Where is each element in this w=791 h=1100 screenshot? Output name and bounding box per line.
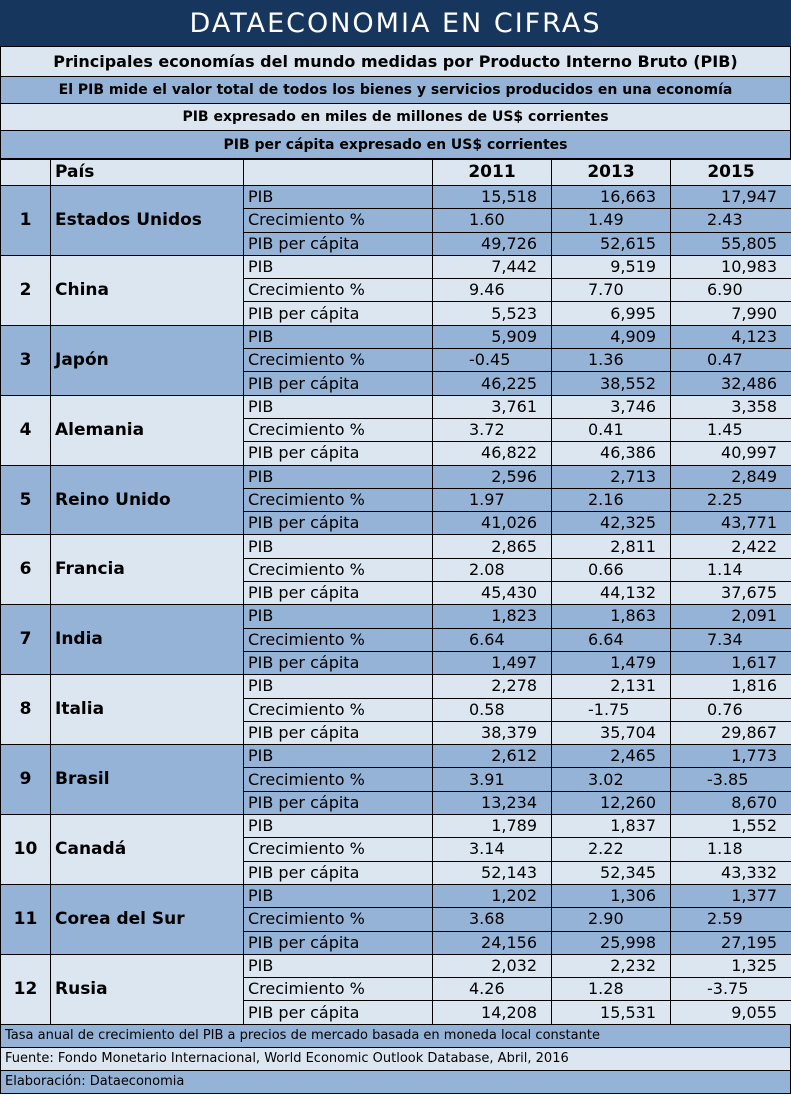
metric-label: PIB per cápita xyxy=(244,372,433,395)
value-cell: 46,225 xyxy=(433,372,552,395)
country-group xyxy=(1,815,791,885)
metric-label: PIB xyxy=(244,255,433,278)
header-year: 2013 xyxy=(552,160,671,186)
value-cell: 4.26 xyxy=(433,978,552,1001)
value-cell: 4,909 xyxy=(552,325,671,348)
value-cell: 0.58 xyxy=(433,698,552,721)
value-cell: 2,811 xyxy=(552,535,671,558)
value-cell: 1,202 xyxy=(433,884,552,907)
value-cell: 1,497 xyxy=(433,651,552,674)
metric-label: Crecimiento % xyxy=(244,628,433,651)
value-cell: 24,156 xyxy=(433,931,552,954)
value-cell: 2.43 xyxy=(671,209,791,232)
table-row xyxy=(1,745,791,768)
metric-label: PIB per cápita xyxy=(244,721,433,744)
table-row xyxy=(1,535,791,558)
value-cell: 40,997 xyxy=(671,442,791,465)
metric-label: PIB per cápita xyxy=(244,442,433,465)
metric-label: Crecimiento % xyxy=(244,349,433,372)
table-row xyxy=(1,884,791,907)
rank-cell: 5 xyxy=(1,465,51,535)
value-cell: 2.90 xyxy=(552,908,671,931)
metric-label: Crecimiento % xyxy=(244,908,433,931)
value-cell: 1,479 xyxy=(552,651,671,674)
value-cell: 3.91 xyxy=(433,768,552,791)
value-cell: 0.47 xyxy=(671,349,791,372)
value-cell: 3.72 xyxy=(433,418,552,441)
value-cell: 7.34 xyxy=(671,628,791,651)
value-cell: 38,552 xyxy=(552,372,671,395)
metric-label: PIB per cápita xyxy=(244,582,433,605)
table-row xyxy=(1,325,791,348)
rank-cell: 8 xyxy=(1,675,51,745)
units-note-gdp: PIB expresado en miles de millones de US$ corrientes xyxy=(0,104,791,131)
value-cell: 38,379 xyxy=(433,721,552,744)
value-cell: 2,865 xyxy=(433,535,552,558)
value-cell: 1,816 xyxy=(671,675,791,698)
value-cell: 44,132 xyxy=(552,582,671,605)
country-name: Japón xyxy=(51,325,244,395)
value-cell: 5,909 xyxy=(433,325,552,348)
value-cell: 6.64 xyxy=(433,628,552,651)
metric-label: PIB per cápita xyxy=(244,232,433,255)
value-cell: -3.75 xyxy=(671,978,791,1001)
metric-label: PIB xyxy=(244,884,433,907)
value-cell: 1,306 xyxy=(552,884,671,907)
value-cell: 2,232 xyxy=(552,954,671,977)
value-cell: 1.45 xyxy=(671,418,791,441)
table-row xyxy=(1,815,791,838)
credit-note: Elaboración: Dataeconomia xyxy=(0,1071,791,1094)
metric-label: PIB per cápita xyxy=(244,651,433,674)
value-cell: 1.36 xyxy=(552,349,671,372)
country-group xyxy=(1,186,791,256)
rank-cell: 4 xyxy=(1,395,51,465)
rank-cell: 10 xyxy=(1,815,51,885)
metric-label: PIB xyxy=(244,325,433,348)
subtitle: Principales economías del mundo medidas por Producto Interno Bruto (PIB) xyxy=(0,47,791,77)
metric-label: Crecimiento % xyxy=(244,698,433,721)
value-cell: -3.85 xyxy=(671,768,791,791)
value-cell: 2.22 xyxy=(552,838,671,861)
units-note-percapita: PIB per cápita expresado en US$ corrientes xyxy=(0,131,791,159)
metric-label: PIB xyxy=(244,395,433,418)
value-cell: 1,325 xyxy=(671,954,791,977)
value-cell: 46,822 xyxy=(433,442,552,465)
metric-label: PIB xyxy=(244,186,433,209)
metric-label: Crecimiento % xyxy=(244,488,433,511)
metric-label: Crecimiento % xyxy=(244,978,433,1001)
country-name: China xyxy=(51,255,244,325)
metric-label: Crecimiento % xyxy=(244,558,433,581)
rank-cell: 12 xyxy=(1,954,51,1024)
country-group xyxy=(1,395,791,465)
value-cell: 2.59 xyxy=(671,908,791,931)
metric-label: PIB per cápita xyxy=(244,861,433,884)
table-row xyxy=(1,465,791,488)
value-cell: 3,746 xyxy=(552,395,671,418)
value-cell: 2,131 xyxy=(552,675,671,698)
value-cell: 1,823 xyxy=(433,605,552,628)
country-group xyxy=(1,465,791,535)
country-name: Alemania xyxy=(51,395,244,465)
value-cell: 42,325 xyxy=(552,512,671,535)
value-cell: 13,234 xyxy=(433,791,552,814)
metric-label: PIB xyxy=(244,815,433,838)
header-year: 2011 xyxy=(433,160,552,186)
country-name: Estados Unidos xyxy=(51,186,244,256)
value-cell: 2.16 xyxy=(552,488,671,511)
value-cell: 2,713 xyxy=(552,465,671,488)
value-cell: 15,518 xyxy=(433,186,552,209)
value-cell: 4,123 xyxy=(671,325,791,348)
value-cell: 2.25 xyxy=(671,488,791,511)
value-cell: 52,143 xyxy=(433,861,552,884)
rank-cell: 2 xyxy=(1,255,51,325)
rank-cell: 3 xyxy=(1,325,51,395)
country-name: Corea del Sur xyxy=(51,884,244,954)
value-cell: 2,032 xyxy=(433,954,552,977)
table-row xyxy=(1,255,791,278)
table-row xyxy=(1,186,791,209)
value-cell: 1,552 xyxy=(671,815,791,838)
value-cell: 3.68 xyxy=(433,908,552,931)
value-cell: 1.49 xyxy=(552,209,671,232)
header-country: País xyxy=(51,160,244,186)
value-cell: 2.08 xyxy=(433,558,552,581)
value-cell: 1,789 xyxy=(433,815,552,838)
metric-label: Crecimiento % xyxy=(244,768,433,791)
value-cell: 2,596 xyxy=(433,465,552,488)
value-cell: 2,422 xyxy=(671,535,791,558)
value-cell: 15,531 xyxy=(552,1001,671,1024)
country-group xyxy=(1,255,791,325)
metric-label: PIB xyxy=(244,465,433,488)
country-name: Brasil xyxy=(51,745,244,815)
country-group xyxy=(1,675,791,745)
country-name: Francia xyxy=(51,535,244,605)
value-cell: 1.97 xyxy=(433,488,552,511)
value-cell: 9.46 xyxy=(433,279,552,302)
table-header-row xyxy=(1,160,791,186)
rank-cell: 11 xyxy=(1,884,51,954)
value-cell: 49,726 xyxy=(433,232,552,255)
value-cell: 35,704 xyxy=(552,721,671,744)
metric-label: PIB per cápita xyxy=(244,302,433,325)
value-cell: 7,990 xyxy=(671,302,791,325)
table-row xyxy=(1,395,791,418)
metric-label: PIB xyxy=(244,605,433,628)
value-cell: 32,486 xyxy=(671,372,791,395)
gdp-table xyxy=(0,159,791,1025)
value-cell: 1,773 xyxy=(671,745,791,768)
country-group xyxy=(1,325,791,395)
value-cell: 43,771 xyxy=(671,512,791,535)
value-cell: 3.02 xyxy=(552,768,671,791)
metric-label: PIB xyxy=(244,745,433,768)
value-cell: 1,377 xyxy=(671,884,791,907)
page-title: DATAECONOMIA EN CIFRAS xyxy=(0,0,791,47)
value-cell: 9,055 xyxy=(671,1001,791,1024)
value-cell: 2,849 xyxy=(671,465,791,488)
country-name: Rusia xyxy=(51,954,244,1024)
country-group xyxy=(1,745,791,815)
value-cell: 3,761 xyxy=(433,395,552,418)
value-cell: 7,442 xyxy=(433,255,552,278)
metric-label: Crecimiento % xyxy=(244,209,433,232)
value-cell: 2,091 xyxy=(671,605,791,628)
metric-label: Crecimiento % xyxy=(244,279,433,302)
value-cell: 6,995 xyxy=(552,302,671,325)
value-cell: 41,026 xyxy=(433,512,552,535)
value-cell: 2,612 xyxy=(433,745,552,768)
value-cell: 7.70 xyxy=(552,279,671,302)
value-cell: 29,867 xyxy=(671,721,791,744)
value-cell: 12,260 xyxy=(552,791,671,814)
source-note: Fuente: Fondo Monetario Internacional, World Economic Outlook Database, Abril, 2016 xyxy=(0,1048,791,1071)
rank-cell: 1 xyxy=(1,186,51,256)
country-name: Canadá xyxy=(51,815,244,885)
value-cell: -1.75 xyxy=(552,698,671,721)
value-cell: 1.28 xyxy=(552,978,671,1001)
value-cell: 16,663 xyxy=(552,186,671,209)
value-cell: 3.14 xyxy=(433,838,552,861)
definition-note: El PIB mide el valor total de todos los bienes y servicios producidos en una economía xyxy=(0,77,791,104)
value-cell: 45,430 xyxy=(433,582,552,605)
value-cell: 55,805 xyxy=(671,232,791,255)
growth-footnote: Tasa anual de crecimiento del PIB a precios de mercado basada en moneda local constante xyxy=(0,1025,791,1048)
value-cell: 8,670 xyxy=(671,791,791,814)
metric-label: PIB xyxy=(244,535,433,558)
value-cell: 1.18 xyxy=(671,838,791,861)
metric-label: PIB per cápita xyxy=(244,1001,433,1024)
value-cell: 3,358 xyxy=(671,395,791,418)
metric-label: Crecimiento % xyxy=(244,838,433,861)
value-cell: 52,345 xyxy=(552,861,671,884)
value-cell: 6.90 xyxy=(671,279,791,302)
value-cell: 52,615 xyxy=(552,232,671,255)
rank-cell: 9 xyxy=(1,745,51,815)
rank-cell: 7 xyxy=(1,605,51,675)
header-rank xyxy=(1,160,51,186)
value-cell: 46,386 xyxy=(552,442,671,465)
value-cell: 37,675 xyxy=(671,582,791,605)
country-group xyxy=(1,884,791,954)
country-group xyxy=(1,954,791,1024)
header-metric xyxy=(244,160,433,186)
metric-label: Crecimiento % xyxy=(244,418,433,441)
metric-label: PIB per cápita xyxy=(244,791,433,814)
metric-label: PIB xyxy=(244,954,433,977)
value-cell: 6.64 xyxy=(552,628,671,651)
value-cell: -0.45 xyxy=(433,349,552,372)
value-cell: 25,998 xyxy=(552,931,671,954)
value-cell: 9,519 xyxy=(552,255,671,278)
value-cell: 1.60 xyxy=(433,209,552,232)
metric-label: PIB per cápita xyxy=(244,931,433,954)
value-cell: 10,983 xyxy=(671,255,791,278)
country-name: India xyxy=(51,605,244,675)
value-cell: 1,863 xyxy=(552,605,671,628)
table-row xyxy=(1,605,791,628)
country-group xyxy=(1,605,791,675)
table-row xyxy=(1,954,791,977)
value-cell: 1.14 xyxy=(671,558,791,581)
country-name: Italia xyxy=(51,675,244,745)
value-cell: 17,947 xyxy=(671,186,791,209)
value-cell: 5,523 xyxy=(433,302,552,325)
value-cell: 2,278 xyxy=(433,675,552,698)
value-cell: 14,208 xyxy=(433,1001,552,1024)
country-name: Reino Unido xyxy=(51,465,244,535)
value-cell: 1,617 xyxy=(671,651,791,674)
metric-label: PIB xyxy=(244,675,433,698)
value-cell: 43,332 xyxy=(671,861,791,884)
value-cell: 0.41 xyxy=(552,418,671,441)
metric-label: PIB per cápita xyxy=(244,512,433,535)
header-year: 2015 xyxy=(671,160,791,186)
value-cell: 2,465 xyxy=(552,745,671,768)
value-cell: 0.66 xyxy=(552,558,671,581)
value-cell: 27,195 xyxy=(671,931,791,954)
rank-cell: 6 xyxy=(1,535,51,605)
country-group xyxy=(1,535,791,605)
value-cell: 0.76 xyxy=(671,698,791,721)
value-cell: 1,837 xyxy=(552,815,671,838)
table-row xyxy=(1,675,791,698)
